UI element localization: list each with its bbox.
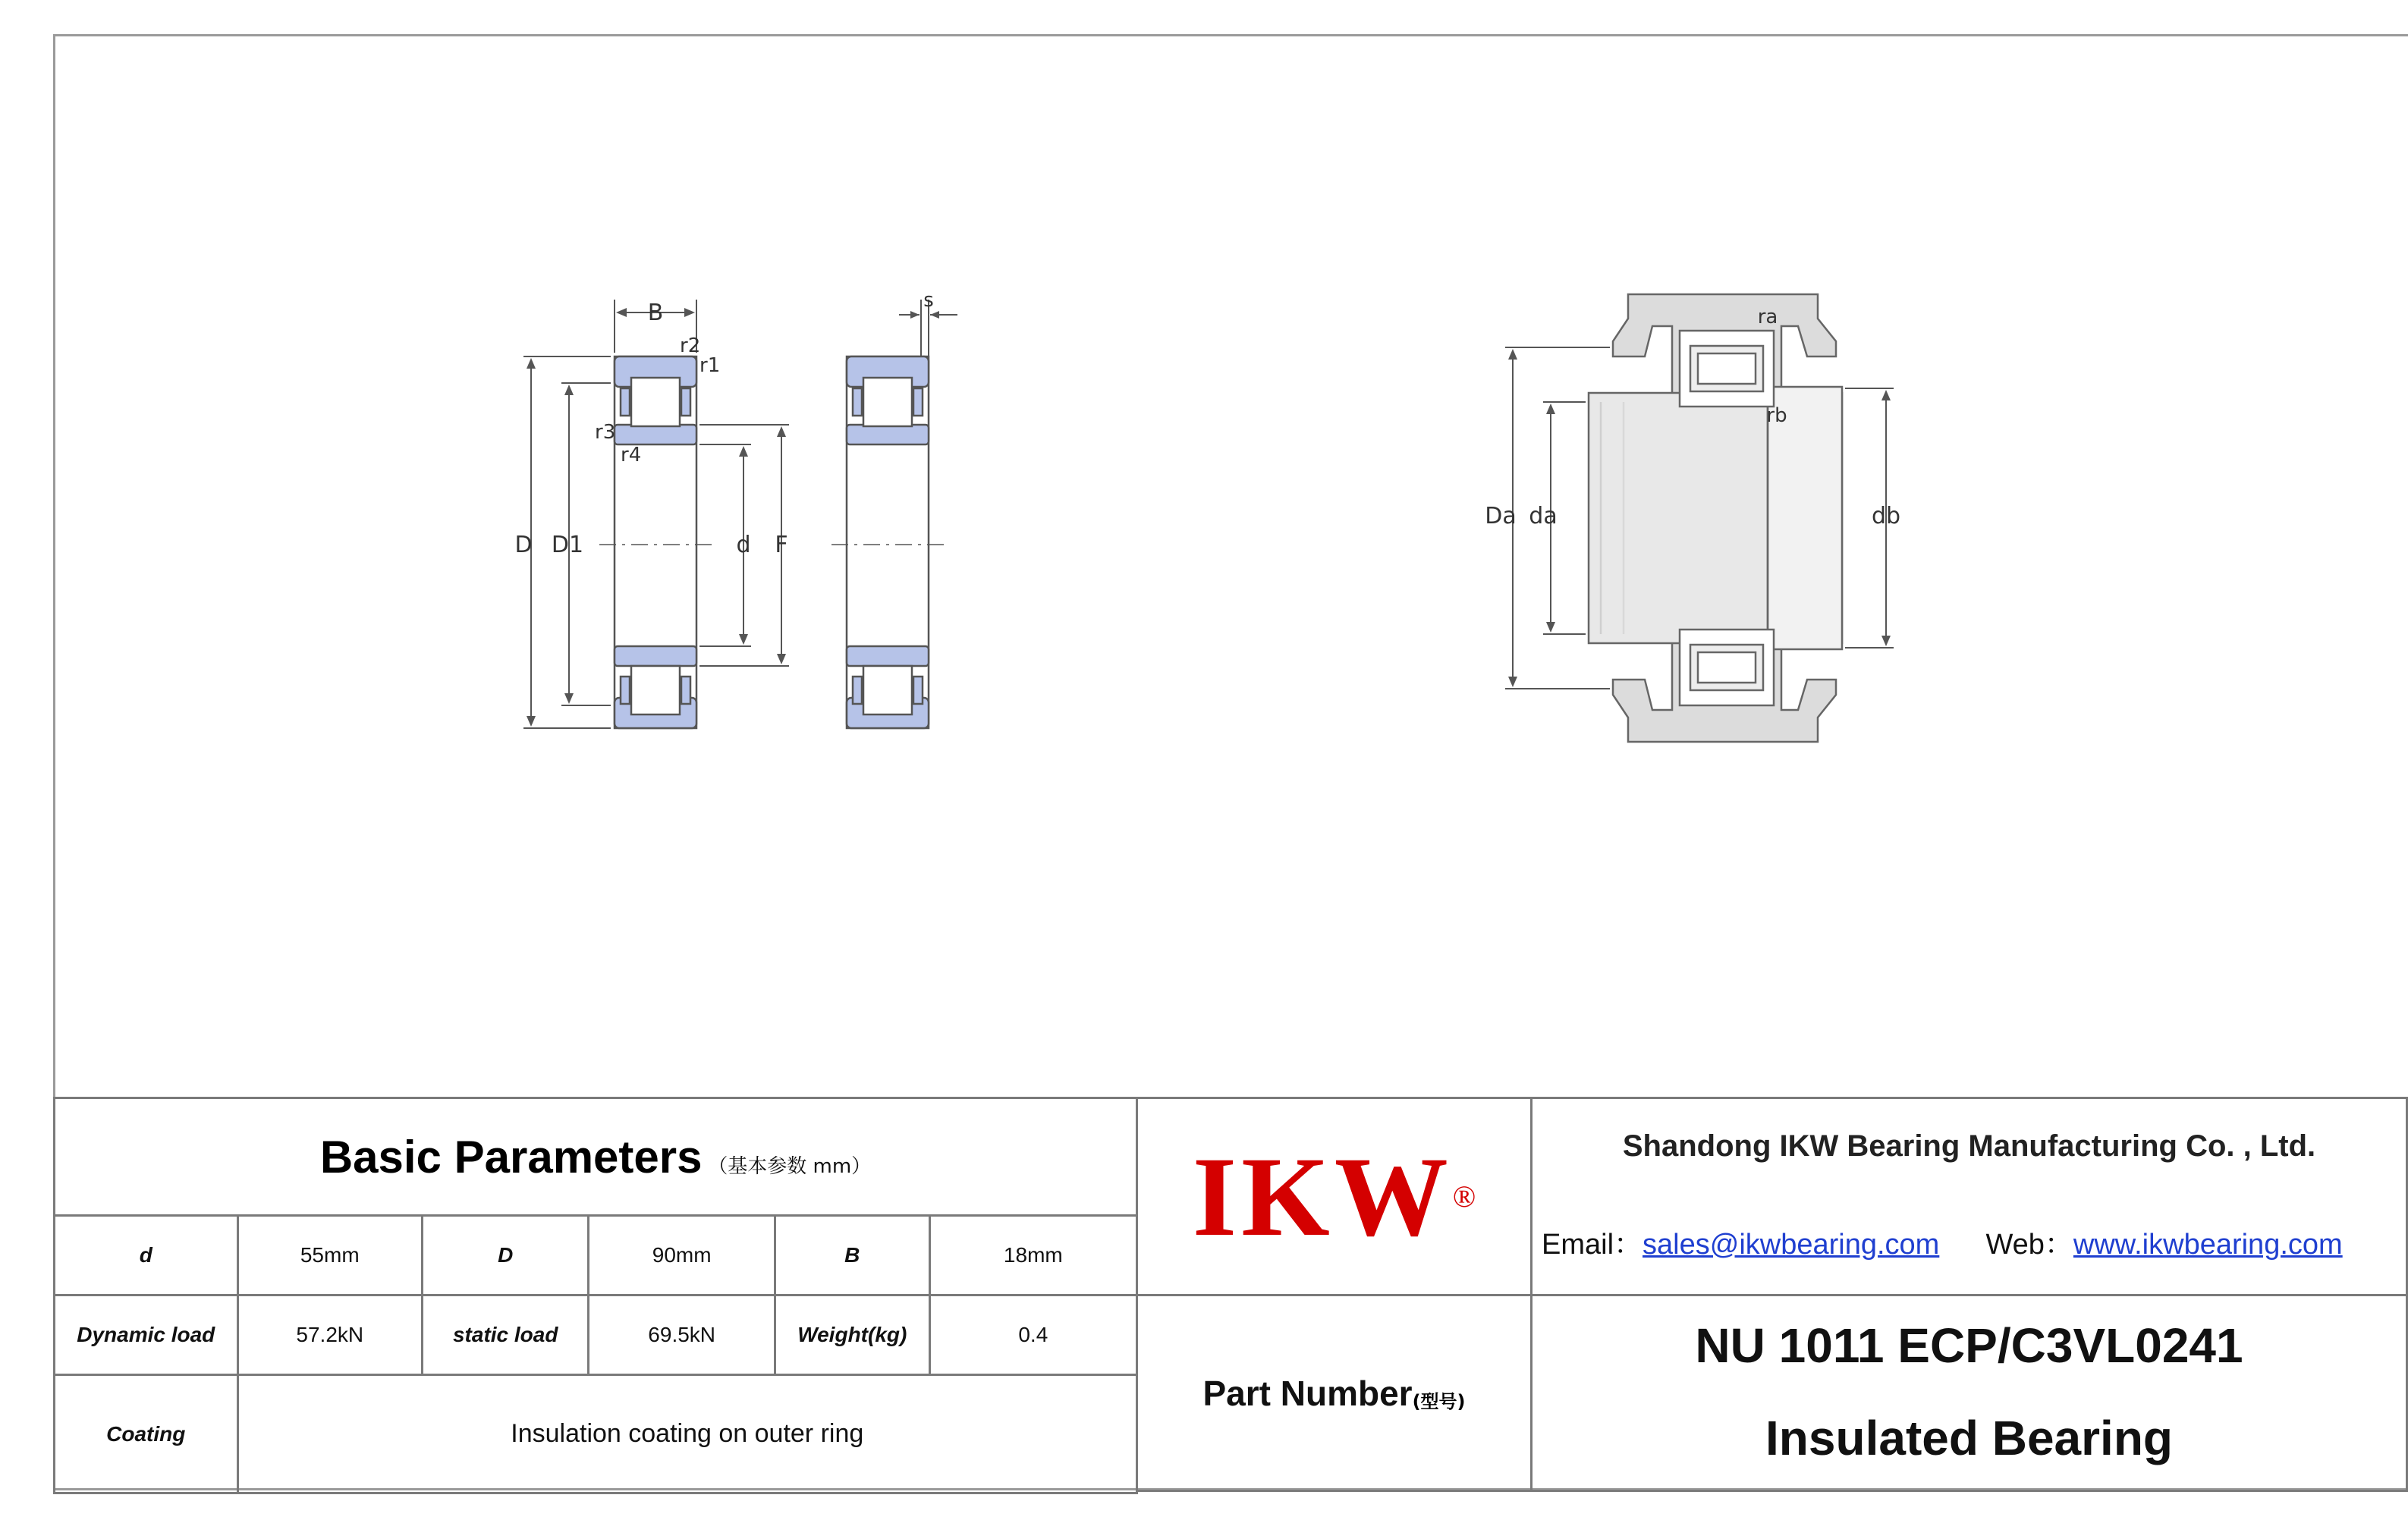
param-value-d: 55mm — [237, 1216, 422, 1295]
title-block — [53, 1097, 2408, 1492]
ikw-logo: IKW — [1192, 1133, 1453, 1260]
part-number-label: Part Number — [1202, 1373, 1413, 1413]
param-value-B: 18mm — [929, 1216, 1136, 1295]
logo-cell — [1136, 1097, 1533, 1296]
parameters-header — [55, 1098, 1137, 1216]
label-s: s — [923, 289, 934, 312]
parameters-subtitle: （基本参数 mm） — [708, 1154, 872, 1178]
param-label-B: B — [775, 1216, 929, 1295]
web-link[interactable]: www.ikwbearing.com — [2073, 1229, 2343, 1261]
parameters-row-loads — [55, 1295, 1137, 1375]
param-label-dynamic-load: Dynamic load — [55, 1295, 238, 1375]
label-d: d — [736, 532, 751, 558]
web-label: Web： — [1985, 1229, 2073, 1261]
part-number-label-cn: (型号) — [1412, 1391, 1466, 1412]
part-number-label-cell — [1136, 1294, 1533, 1492]
part-number-value-cell — [1530, 1294, 2408, 1492]
label-r4: r4 — [621, 444, 642, 466]
label-F: F — [775, 532, 788, 558]
param-value-weight: 0.4 — [929, 1295, 1136, 1375]
label-r1: r1 — [699, 354, 721, 377]
email-link[interactable]: sales@ikwbearing.com — [1643, 1229, 1940, 1261]
label-rb: rb — [1766, 404, 1787, 427]
parameters-title: Basic Parameters — [319, 1131, 703, 1182]
label-Da: Da — [1485, 503, 1517, 529]
label-D1: D1 — [551, 532, 584, 558]
company-name: Shandong IKW Bearing Manufacturing Co. , Ltd. — [1622, 1129, 2316, 1163]
basic-parameters-table — [53, 1097, 1138, 1494]
label-db: db — [1871, 503, 1901, 529]
bearing-side-view — [831, 356, 944, 728]
param-value-D: 90mm — [589, 1216, 775, 1295]
parameters-row-coating — [55, 1375, 1137, 1493]
param-label-static-load: static load — [422, 1295, 588, 1375]
label-da: da — [1529, 503, 1558, 529]
param-value-static-load: 69.5kN — [589, 1295, 775, 1375]
registered-mark: ® — [1452, 1179, 1476, 1214]
bearing-section-view — [599, 356, 713, 728]
param-label-D: D — [422, 1216, 588, 1295]
label-B: B — [647, 300, 664, 326]
param-label-weight: Weight(kg) — [775, 1295, 929, 1375]
param-label-d: d — [55, 1216, 238, 1295]
contact-line — [1542, 1220, 2343, 1262]
label-D: D — [514, 532, 533, 558]
label-ra: ra — [1757, 306, 1778, 328]
email-label: Email： — [1542, 1229, 1643, 1261]
label-r2: r2 — [680, 334, 701, 357]
param-value-coating: Insulation coating on outer ring — [237, 1375, 1136, 1493]
mounting-view — [1589, 294, 1842, 742]
parameters-row-dimensions — [55, 1216, 1137, 1295]
param-label-coating: Coating — [55, 1375, 238, 1493]
bearing-type: Insulated Bearing — [1765, 1411, 2173, 1465]
company-cell — [1530, 1097, 2408, 1296]
part-number: NU 1011 ECP/C3VL0241 — [1695, 1318, 2243, 1373]
label-r3: r3 — [595, 421, 616, 444]
param-value-dynamic-load: 57.2kN — [237, 1295, 422, 1375]
